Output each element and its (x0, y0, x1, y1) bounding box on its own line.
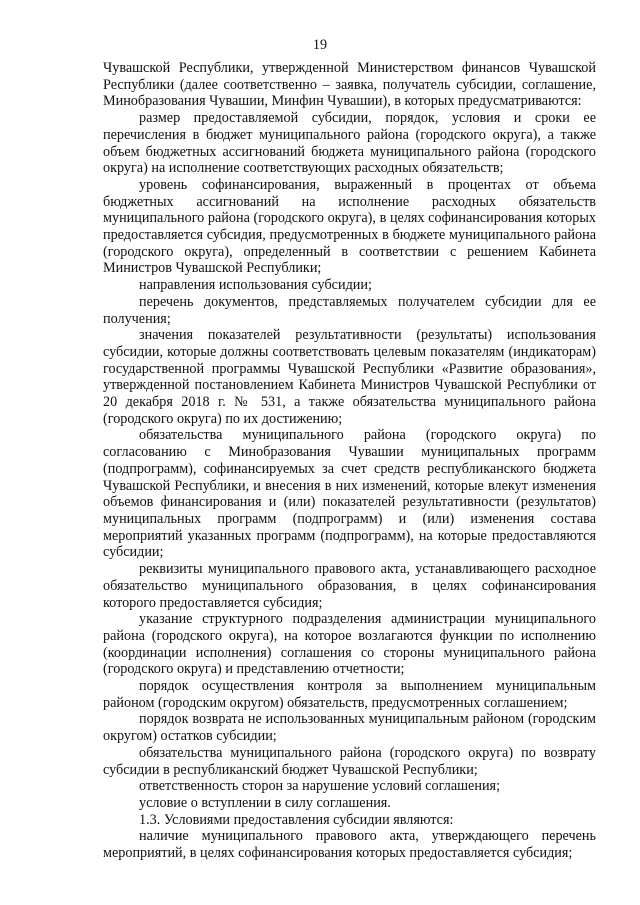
paragraph: реквизиты муниципального правового акта, устанавливающего расходное обязательство муниципального образования, в целях софинансирования которого предоставляется субсидия; (103, 561, 596, 611)
paragraph: обязательства муниципального района (городского округа) по согласованию с Минобразования Чувашии муниципальных программ (подпрограмм), софинансируемых за счет средств республиканского бюджета Чувашской Республики, и внесения в них изменений, которые влекут изменения объемов финансирования и (или) показателей результативности (результатов) муниципальных программ (подпрограмм) и (или) изменения состава мероприятий указанных программ (подпрограмм), на которые предоставляются субсидии; (103, 427, 596, 561)
paragraph: порядок возврата не использованных муниципальным районом (городским округом) остатков субсидии; (103, 711, 596, 745)
paragraph: ответственность сторон за нарушение условий соглашения; (139, 778, 501, 795)
paragraph: наличие муниципального правового акта, утверждающего перечень мероприятий, в целях софинансирования которых предоставляется субсидия; (103, 828, 596, 862)
paragraph: значения показателей результативности (результаты) использования субсидии, которые должны соответствовать целевым показателям (индикаторам) государственной программы Чувашской Республики «Развитие образования», утвержденной постановлением Кабинета Министров Чувашской Республики от 20 декабря 2018 г. № 531, а также обязательства муниципального района (городского округа) по их достижению; (103, 327, 596, 427)
section-heading: 1.3. Условиями предоставления субсидии являются: (139, 811, 454, 828)
paragraph: направления использования субсидии; (139, 277, 372, 294)
page-number: 19 (312, 37, 328, 53)
document-body (103, 60, 596, 862)
paragraph: Чувашской Республики, утвержденной Министерством финансов Чувашской Республики (далее соответственно – заявка, получатель субсидии, соглашение, Минобразования Чувашии, Минфин Чувашии), в которых предусматриваются: (103, 60, 596, 110)
paragraph: уровень софинансирования, выраженный в процентах от объема бюджетных ассигнований на исполнение расходных обязательств муниципального района (городского округа), в целях софинансирования которых предоставляется субсидия, предусмотренных в бюджете муниципального района (городского округа), определенный в соответствии с решением Кабинета Министров Чувашской Республики; (103, 176, 596, 277)
paragraph: условие о вступлении в силу соглашения. (139, 794, 391, 811)
paragraph: указание структурного подразделения администрации муниципального района (городского округа), на которое возлагаются функции по исполнению (координации исполнения) соглашения со стороны муниципального района (городского округа) и представлению отчетности; (103, 611, 596, 678)
paragraph: перечень документов, представляемых получателем субсидии для ее получения; (103, 293, 596, 327)
paragraph: обязательства муниципального района (городского округа) по возврату субсидии в республиканский бюджет Чувашской Республики; (103, 744, 596, 778)
paragraph: размер предоставляемой субсидии, порядок, условия и сроки ее перечисления в бюджет муниципального района (городского округа), а также объем бюджетных ассигнований бюджета муниципального района (городского округа) на исполнение соответствующих расходных обязательств; (103, 110, 596, 177)
paragraph: порядок осуществления контроля за выполнением муниципальным районом (городским округом) обязательств, предусмотренных соглашением; (103, 678, 596, 711)
